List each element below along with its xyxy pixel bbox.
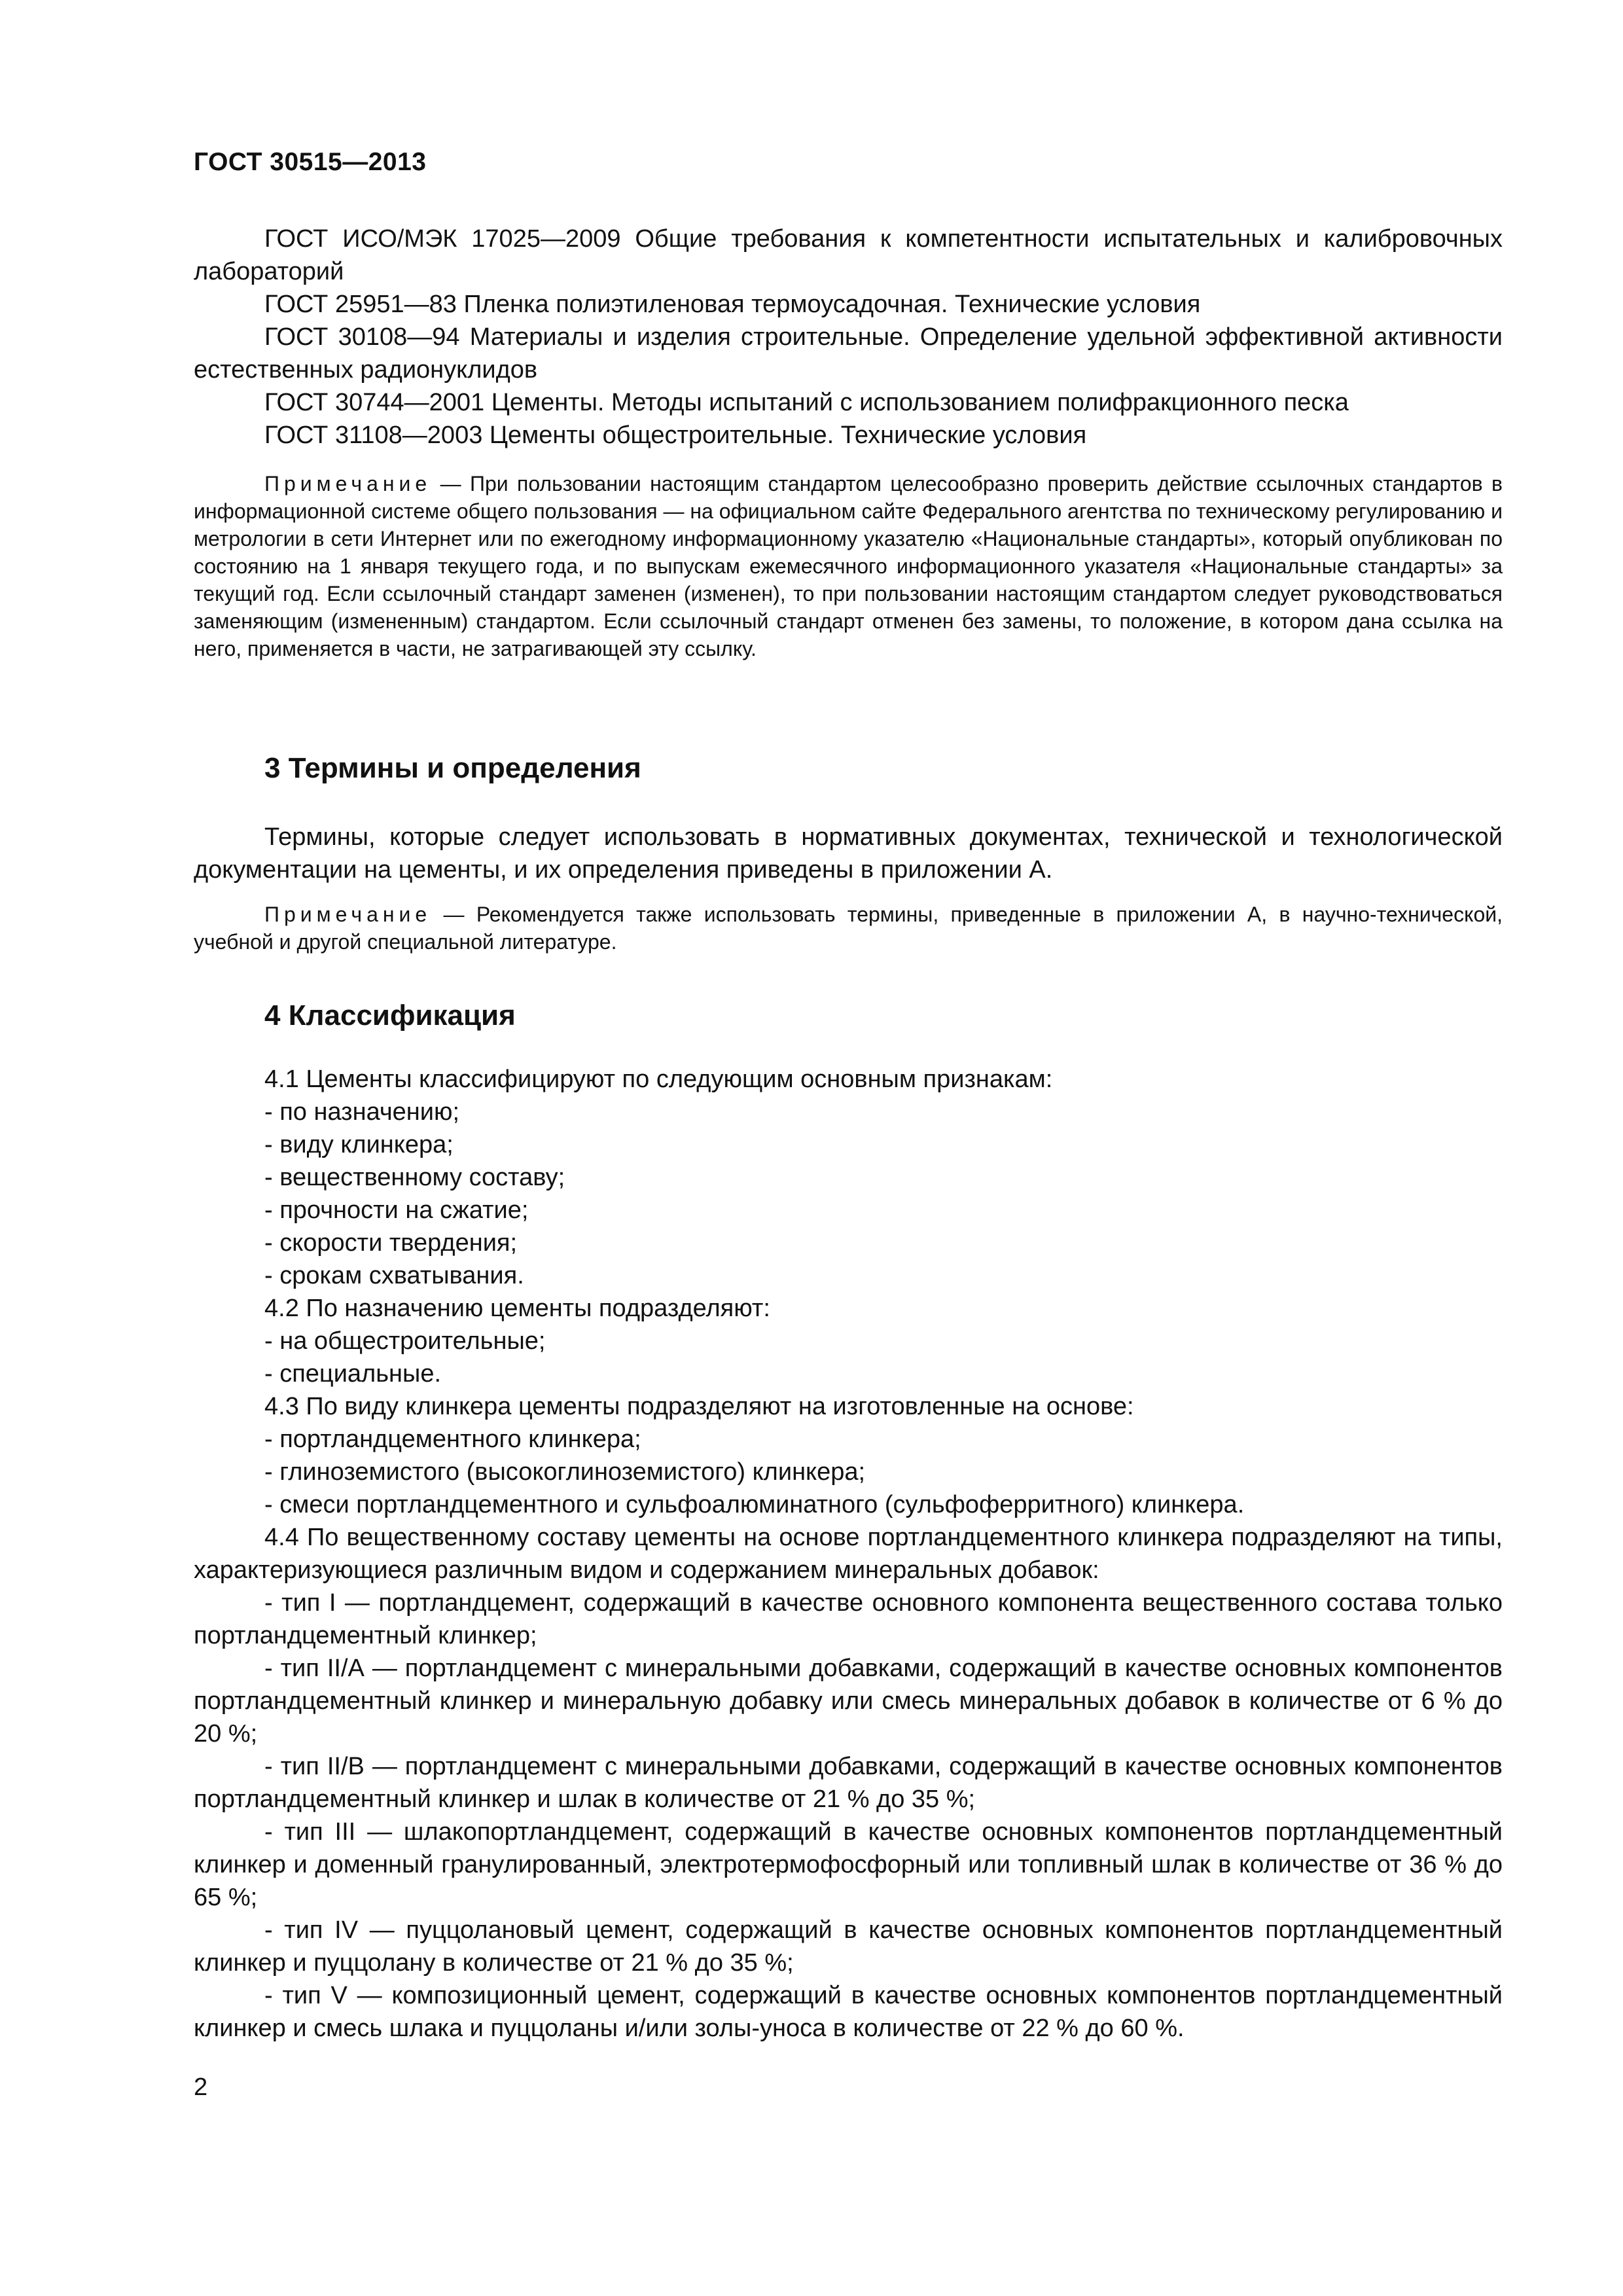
list-item: 4.2 По назначению цементы подразделяют: bbox=[264, 1295, 770, 1322]
section-classification bbox=[194, 997, 1503, 2045]
section-heading: 3 Термины и определения bbox=[264, 752, 641, 784]
list-item: - портландцементного клинкера; bbox=[264, 1426, 641, 1453]
list-item: 4.3 По виду клинкера цементы подразделяют на изготовленные на основе: bbox=[264, 1393, 1134, 1420]
page-number: 2 bbox=[194, 2073, 208, 2101]
list-item: - тип III — шлакопортландцемент, содержащий в качестве основных компонентов портландцементный клинкер и доменный гранулированный, электротермофосфорный или топливный шлак в количестве от 36 % до 65 %; bbox=[194, 1818, 1503, 1911]
list-item: - тип II/В — портландцемент с минеральными добавками, содержащий в качестве основных компонентов портландцементный клинкер и шлак в количестве от 21 % до 35 %; bbox=[194, 1753, 1503, 1813]
list-item: 4.4 По вещественному составу цементы на основе портландцементного клинкера подразделяют на типы, характеризующиеся различным видом и содержанием минеральных добавок: bbox=[194, 1524, 1503, 1584]
note-paragraph bbox=[194, 470, 1503, 662]
document-header: ГОСТ 30515—2013 bbox=[194, 148, 427, 176]
list-item: - тип V — композиционный цемент, содержащий в качестве основных компонентов портландцементный клинкер и смесь шлака и пуццоланы и/или золы-уноса в количестве от 22 % до 60 %. bbox=[194, 1982, 1503, 2042]
list-item: - срокам схватывания. bbox=[264, 1262, 524, 1289]
reference-item: ГОСТ 25951—83 Пленка полиэтиленовая термоусадочная. Технические условия bbox=[264, 291, 1201, 318]
list-item: - тип II/А — портландцемент с минеральными добавками, содержащий в качестве основных компонентов портландцементный клинкер и минеральную добавку или смесь минеральных добавок в количестве от 6 % до 20 %; bbox=[194, 1655, 1503, 1748]
note-label: Примечание bbox=[264, 903, 432, 926]
list-item: - тип I — портландцемент, содержащий в качестве основного компонента вещественного состава только портландцементный клинкер; bbox=[194, 1589, 1503, 1649]
document-page bbox=[194, 0, 1503, 2296]
list-item: - тип IV — пуццолановый цемент, содержащий в качестве основных компонентов портландцементный клинкер и пуццолану в количестве от 21 % до 35 %; bbox=[194, 1916, 1503, 1977]
list-item: - скорости твердения; bbox=[264, 1229, 518, 1257]
list-item: - глиноземистого (высокоглиноземистого) клинкера; bbox=[264, 1458, 866, 1486]
list-item: - виду клинкера; bbox=[264, 1131, 454, 1158]
section-heading: 4 Классификация bbox=[264, 999, 516, 1031]
list-item: 4.1 Цементы классифицируют по следующим основным признакам: bbox=[264, 1066, 1053, 1093]
classification-list bbox=[194, 1063, 1503, 2045]
normative-references-list bbox=[194, 223, 1503, 452]
note-text: — При пользовании настоящим стандартом целесообразно проверить действие ссылочных стандартов в информационной системе общего пользования — на официальном сайте Федерального агентства по техническому регулированию и метрологии в сети Интернет или по ежегодному информационному указателю «Национальные стандарты», который опубликован по состоянию на 1 января текущего года, и по выпускам ежемесячного информационного указателя «Национальные стандарты» за текущий год. Если ссылочный стандарт заменен (изменен), то при пользовании настоящим стандартом следует руководствоваться заменяющим (измененным) стандартом. Если ссылочный стандарт отменен без замены, то положение, в котором дана ссылка на него, применяется в части, не затрагивающей эту ссылку. bbox=[194, 472, 1503, 660]
reference-item: ГОСТ 30744—2001 Цементы. Методы испытаний с использованием полифракционного песка bbox=[264, 389, 1349, 416]
note-text: — Рекомендуется также использовать термины, приведенные в приложении А, в научно-технической, учебной и другой специальной литературе. bbox=[194, 903, 1503, 954]
list-item: - смеси портландцементного и сульфоалюминатного (сульфоферритного) клинкера. bbox=[264, 1491, 1245, 1518]
list-item: - прочности на сжатие; bbox=[264, 1196, 529, 1224]
reference-item: ГОСТ ИСО/МЭК 17025—2009 Общие требования к компетентности испытательных и калибровочных лабораторий bbox=[194, 225, 1503, 285]
note-label: Примечание bbox=[264, 472, 432, 495]
section-paragraph: Термины, которые следует использовать в нормативных документах, технической и технологической документации на цементы, и их определения приведены в приложении А. bbox=[194, 823, 1503, 884]
section-terms bbox=[194, 750, 1503, 956]
list-item: - специальные. bbox=[264, 1360, 442, 1388]
note-paragraph bbox=[194, 901, 1503, 956]
references-note bbox=[194, 470, 1503, 662]
reference-item: ГОСТ 31108—2003 Цементы общестроительные. Технические условия bbox=[264, 422, 1087, 449]
list-item: - на общестроительные; bbox=[264, 1327, 546, 1355]
list-item: - по назначению; bbox=[264, 1098, 460, 1126]
list-item: - вещественному составу; bbox=[264, 1164, 565, 1191]
reference-item: ГОСТ 30108—94 Материалы и изделия строительные. Определение удельной эффективной активности естественных радионуклидов bbox=[194, 323, 1503, 384]
